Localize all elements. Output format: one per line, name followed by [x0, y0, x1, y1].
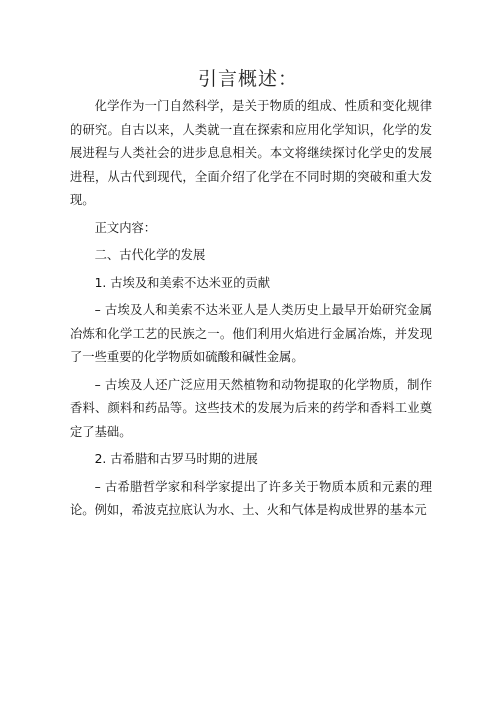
paragraph-extracts: – 古埃及人还广泛应用天然植物和动物提取的化学物质，制作香料、颜料和药品等。这些技术的发展为后来的药学和香料工业奠定了基础。: [70, 377, 432, 439]
paragraph-metallurgy: – 古埃及人和美索不达米亚人是人类历史上最早开始研究金属冶炼和化学工艺的民族之一。他们利用火焰进行金属冶炼，并发现了一些重要的化学物质如硫酸和碱性金属。: [70, 303, 432, 364]
document-title: 引言概述：: [197, 68, 298, 90]
section-heading-ancient-chemistry: 二、古代化学的发展: [94, 248, 206, 262]
paragraph-greek-theories: – 古希腊哲学家和科学家提出了许多关于物质本质和元素的理论。例如，希波克拉底认为水、土、火和气体是构成世界的基本元: [70, 479, 432, 517]
main-content-label: 正文内容：: [94, 220, 157, 235]
subsection-heading-egypt-mesopotamia: 1. 古埃及和美索不达米亚的贡献: [94, 275, 271, 290]
document-body: [70, 95, 432, 523]
intro-paragraph: 化学作为一门自然科学，是关于物质的组成、性质和变化规律的研究。自古以来，人类就一直在探索和应用化学知识，化学的发展进程与人类社会的进步息息相关。本文将继续探讨化学史的发展进程，从古代到现代，全面介绍了化学在不同时期的突破和重大发现。: [70, 99, 432, 207]
subsection-heading-greece-rome: 2. 古希腊和古罗马时期的进展: [94, 452, 258, 466]
